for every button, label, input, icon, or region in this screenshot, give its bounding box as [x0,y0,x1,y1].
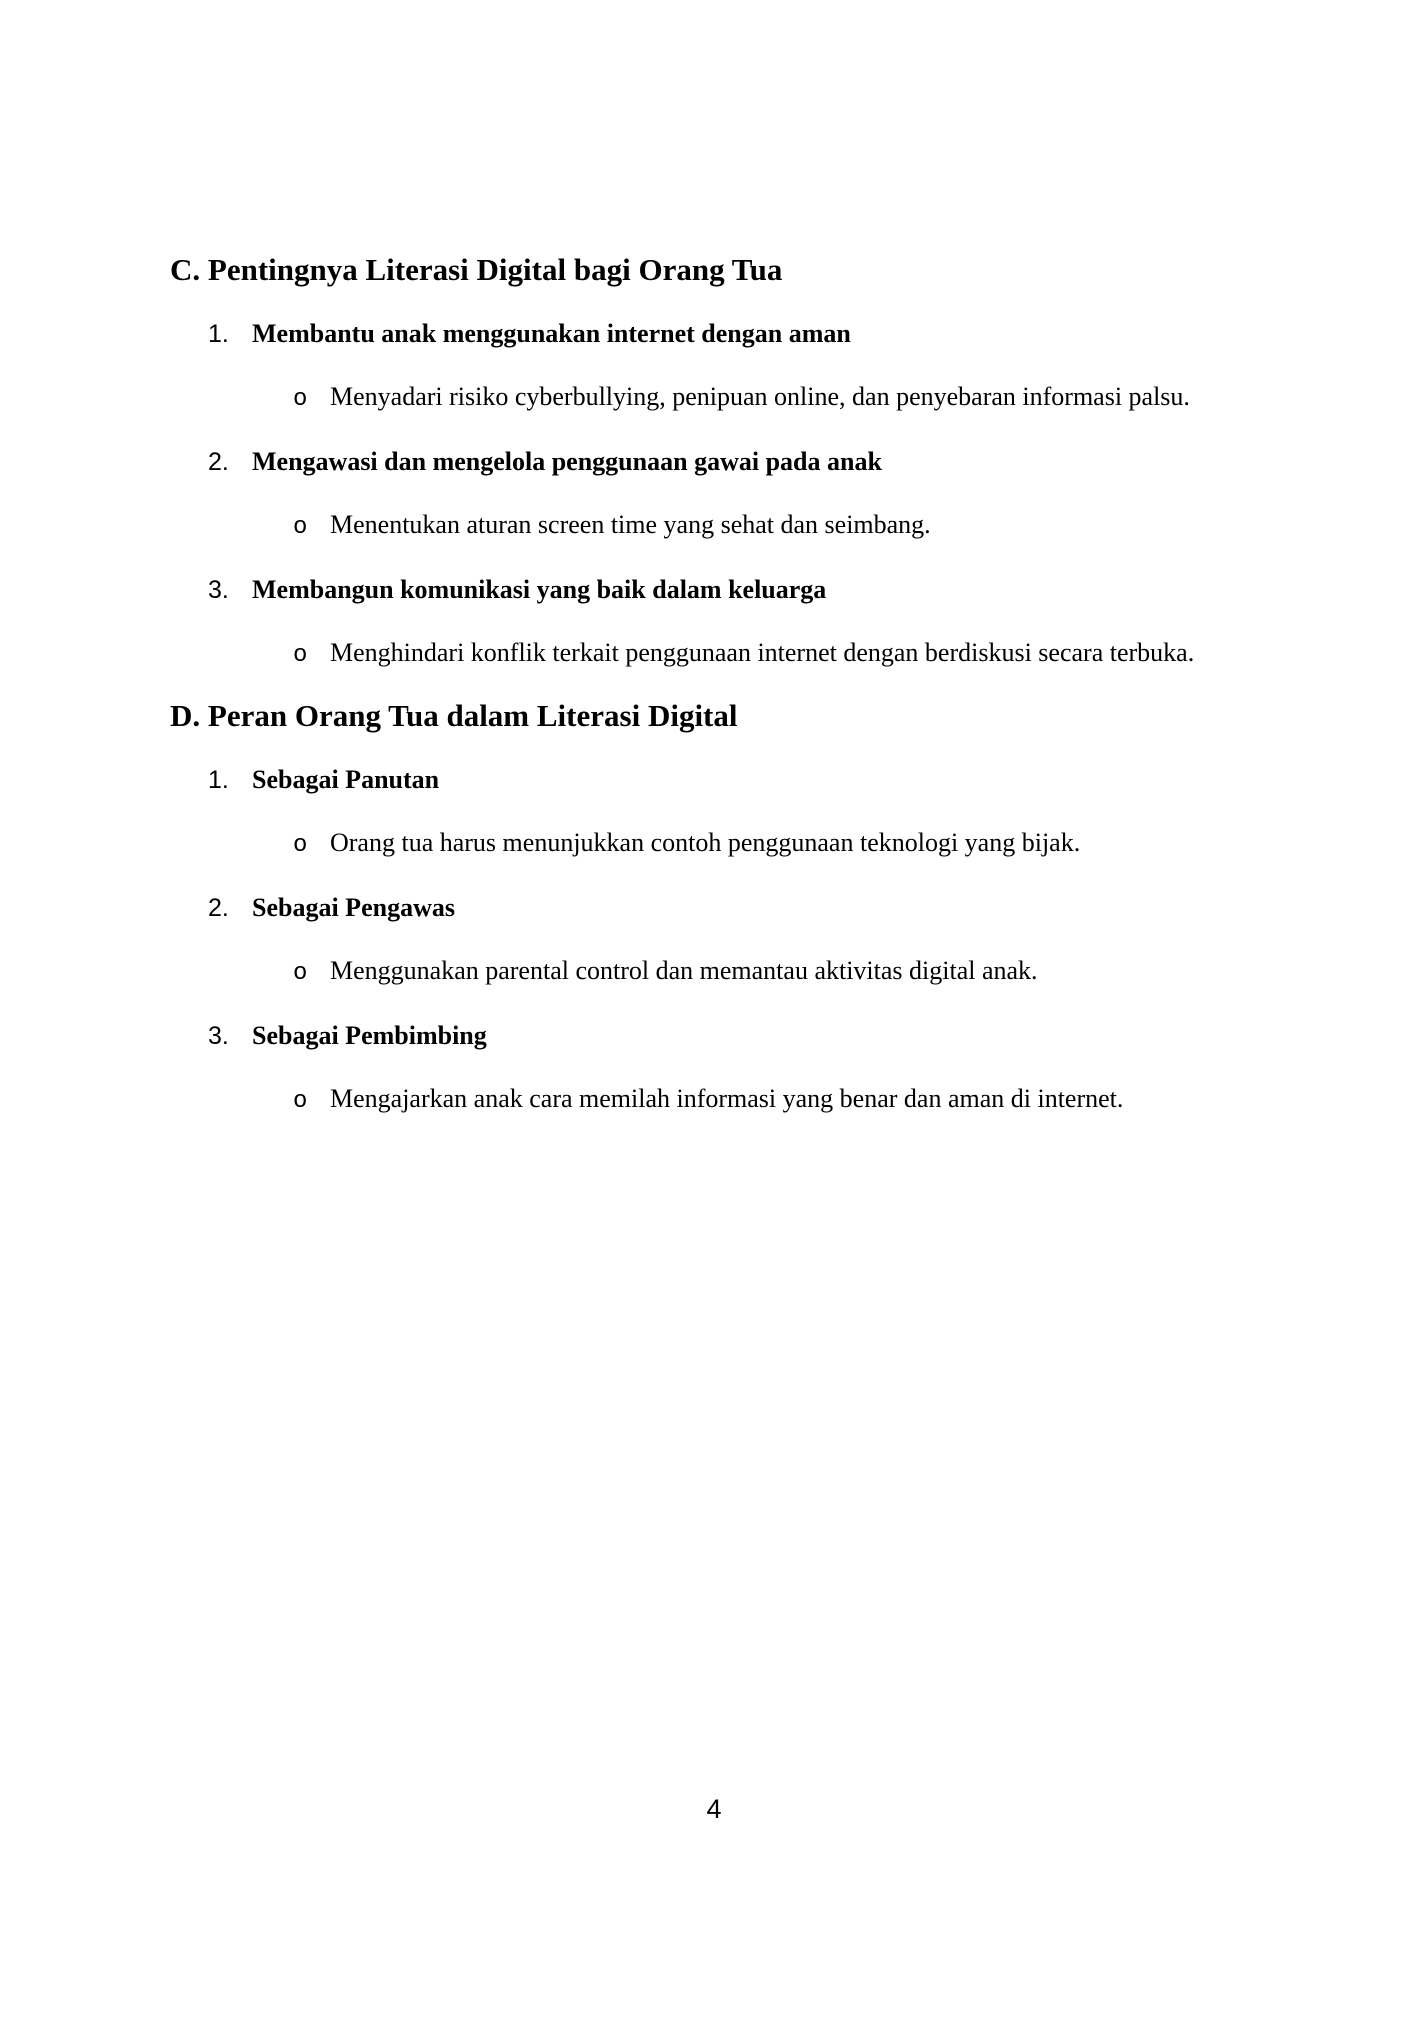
bullet-marker: o [293,832,308,859]
bullet-item [293,947,1258,997]
bullet-text: Mengajarkan anak cara memilah informasi yang benar dan aman di internet. [330,1084,1124,1113]
section-c-heading: C. Pentingnya Literasi Digital bagi Orang Tua [170,252,783,287]
list-item-number: 3. [208,1022,229,1050]
list-item [208,310,1258,358]
list-item-number: 1. [208,766,229,794]
list-item-title: Mengawasi dan mengelola penggunaan gawai pada anak [252,447,882,476]
list-item-title: Membangun komunikasi yang baik dalam keluarga [252,575,827,604]
bullet-marker: o [293,514,308,541]
page-number: 4 [706,1794,722,1824]
bullet-item [293,501,1258,551]
list-item-number: 2. [208,894,229,922]
list-item-number: 1. [208,320,229,348]
bullet-text: Menentukan aturan screen time yang sehat dan seimbang. [330,510,931,539]
bullet-marker: o [293,642,308,669]
bullet-item [293,629,1258,679]
bullet-item [293,373,1258,423]
section-c [170,248,1258,679]
bullet-text: Orang tua harus menunjukkan contoh penggunaan teknologi yang bijak. [330,828,1081,857]
list-item [208,884,1258,932]
bullet-marker: o [293,960,308,987]
list-item [208,566,1258,614]
list-item-title: Sebagai Pembimbing [252,1021,487,1050]
list-item-title: Sebagai Pengawas [252,893,455,922]
list-item [208,756,1258,804]
bullet-marker: o [293,386,308,413]
bullet-item [293,819,1258,869]
list-item-number: 3. [208,576,229,604]
bullet-text: Menyadari risiko cyberbullying, penipuan online, dan penyebaran informasi palsu. [330,382,1190,411]
bullet-text: Menghindari konflik terkait penggunaan internet dengan berdiskusi secara terbuka. [330,638,1195,667]
section-d-heading: D. Peran Orang Tua dalam Literasi Digital [170,698,738,733]
list-item-title: Membantu anak menggunakan internet dengan aman [252,319,851,348]
list-item [208,1012,1258,1060]
section-d [170,694,1258,1125]
list-item [208,438,1258,486]
bullet-marker: o [293,1088,308,1115]
list-item-number: 2. [208,448,229,476]
list-item-title: Sebagai Panutan [252,765,440,794]
bullet-item [293,1075,1258,1125]
bullet-text: Menggunakan parental control dan memantau aktivitas digital anak. [330,956,1038,985]
